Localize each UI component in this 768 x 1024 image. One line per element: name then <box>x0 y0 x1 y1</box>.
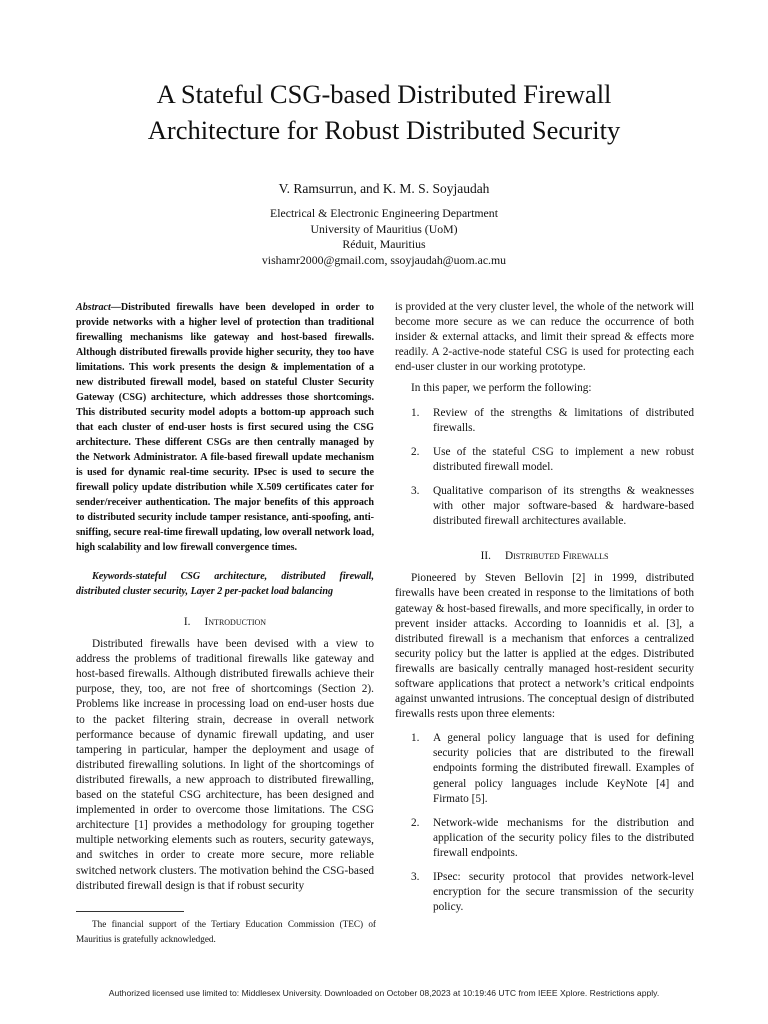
affiliation-university: University of Mauritius (UoM) <box>310 221 458 236</box>
list-text: A general policy language that is used for defining security policies that are distributed to the firewall endpoints forming the distributed firewall. Examples of general policy languages include KeyNote [4] and Firmato [5]. <box>433 732 694 805</box>
title-line-2: Architecture for Robust Distributed Security <box>147 115 621 145</box>
paper-title <box>40 76 728 148</box>
affiliation-location: Réduit, Mauritius <box>342 237 426 251</box>
introduction-continuation: is provided at the very cluster level, the whole of the network will become more secure as we can reduce the occurrence of both insider & external attacks, and limit their spread & effects more readily. A 2-active-node stateful CSG is used for protecting each end-user cluster in our working prototype. <box>395 301 694 374</box>
section-heading-introduction <box>76 615 374 630</box>
list-text: Review of the strengths & limitations of distributed firewalls. <box>433 406 694 434</box>
right-column <box>395 300 694 915</box>
list-item <box>395 406 694 436</box>
list-text: Use of the stateful CSG to implement a new robust distributed firewall model. <box>433 445 694 473</box>
list-text: IPsec: security protocol that provides network-level encryption for the secure transmission of the security policy. <box>433 871 694 914</box>
contributions-list <box>395 406 694 530</box>
section-title: Distributed Firewalls <box>504 550 609 563</box>
download-footer: Authorized licensed use limited to: Middlesex University. Downloaded on October 08,2023 at 10:19:46 UTC from IEEE Xplore. Restrictions apply. <box>108 988 660 998</box>
list-text: Qualitative comparison of its strengths & weaknesses with other major software-based & hardware-based distributed firewall architectures available. <box>433 484 694 528</box>
list-item <box>395 816 694 861</box>
abstract-label: Abstract <box>76 302 111 313</box>
section-heading-distributed-firewalls <box>395 549 694 564</box>
list-number: 3. <box>411 484 420 497</box>
list-item <box>395 870 694 915</box>
authors: V. Ramsurrun, and K. M. S. Soyjaudah <box>278 181 490 196</box>
abstract-dash: — <box>110 302 121 313</box>
list-number: 2. <box>411 816 420 829</box>
list-item <box>395 445 694 475</box>
introduction-text: Distributed firewalls have been devised with a view to address the problems of traditional firewalls like gateway and host-based firewalls. Although distributed firewalls achieve their purpose, they, too, are not free of shortcomings (Section 2). Problems like increase in processing load on end-user hosts due to the packet filtering strain, decrease in overall network performance because of dynamic firewall updating, and user tampering in particular, hamper the deployment and usage of distributed firewalling solutions. In light of the shortcomings of distributed firewalls, a new approach to distributed firewalling, based on the stateful CSG architecture, has been designed and implemented in order to overcome those limitations. The CSG architecture [1] provides a methodology for grouping together multiple networking elements such as routers, security gateways, and switches in order to create more secure, more reliable switched network clusters. The motivation behind the CSG-based distributed firewall design is that if robust security <box>76 638 374 892</box>
section-number: II. <box>480 550 491 563</box>
affiliation-emails[interactable]: vishamr2000@gmail.com, ssoyjaudah@uom.ac.mu <box>261 252 507 267</box>
section-number: I. <box>183 616 191 628</box>
list-text: Network-wide mechanisms for the distribution and application of the security policy files to the distributed firewall endpoints. <box>433 816 694 859</box>
footnote: The financial support of the Tertiary Education Commission (TEC) of Mauritius is gratefully acknowledged. <box>76 919 376 944</box>
left-column <box>76 300 374 894</box>
distributed-firewalls-text: Pioneered by Steven Bellovin [2] in 1999, distributed firewalls have been created in response to the limitations of both gateway & host-based firewalls, and more specifically, in order to prevent insider attacks. According to Ioannidis et al. [3], a distributed firewall is a mechanism that enforces a centralized security policy but the latter is applied at the edges. Distributed firewalls are basically centrally managed host-resident security software applications that protect a network’s critical endpoints against unwanted intrusions. The conceptual design of distributed firewalls rests upon three elements: <box>395 572 694 721</box>
affiliation-department: Electrical & Electronic Engineering Department <box>270 206 498 220</box>
abstract <box>76 300 374 555</box>
list-item <box>395 484 694 529</box>
list-number: 1. <box>411 406 420 419</box>
keywords: Keywords-stateful CSG architecture, distributed firewall, distributed cluster security, Layer 2 per-packet load balancing <box>76 571 374 597</box>
affiliation <box>40 206 728 268</box>
abstract-text: Distributed firewalls have been developed in order to provide networks with a higher level of protection than traditional firewalling mechanisms like gateway and host-based firewalls. Although distributed firewalls provide higher security, they too have limitations. This work presents the design & implementation of a new distributed firewall model, based on stateful Cluster Security Gateway (CSG) architecture, which addresses those shortcomings. This distributed security model adopts a bottom-up approach such that each cluster of end-user hosts is first secured using the CSG architecture. These different CSGs are then centrally managed by the Network Administrator. A file-based firewall update mechanism is used for dynamic real-time security. IPsec is used to secure the firewall policy update distribution while X.509 certificates cater for sender/receiver authentication. The major benefits of this approach to distributed security include tamper resistance, anti-spoofing, anti-sniffing, secure real-time firewall updating, low overall network load, high scalability and low firewall convergence times. <box>76 302 374 553</box>
footnote-divider <box>76 911 184 912</box>
elements-list <box>395 731 694 915</box>
section-title: Introduction <box>204 616 267 628</box>
list-number: 2. <box>411 445 420 458</box>
list-item <box>395 731 694 806</box>
list-number: 3. <box>411 871 420 883</box>
title-line-1: A Stateful CSG-based Distributed Firewall <box>156 79 612 109</box>
contributions-intro: In this paper, we perform the following: <box>411 382 592 395</box>
list-number: 1. <box>411 732 420 745</box>
